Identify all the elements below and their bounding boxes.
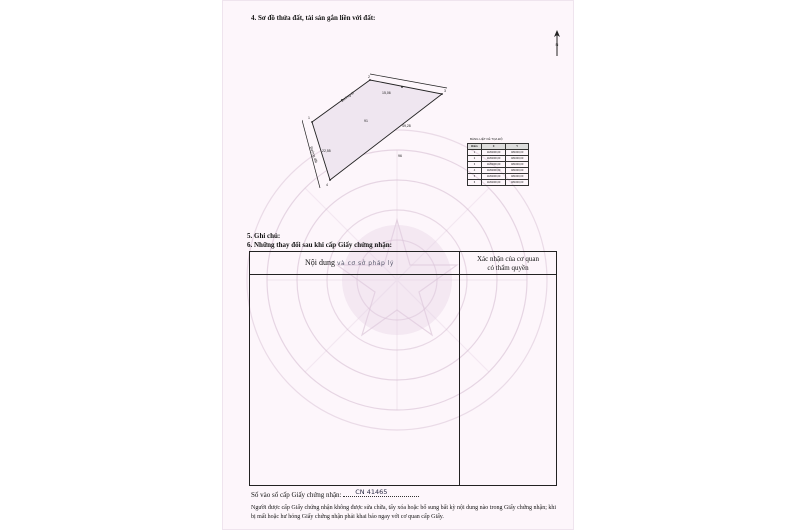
- registration-label: Số vào sổ cấp Giấy chứng nhận:: [251, 491, 342, 499]
- authority-header-line-2: có thẩm quyền: [487, 264, 529, 272]
- table-cell: 6: [468, 180, 482, 186]
- table-cell: 1184000,00: [481, 162, 505, 168]
- table-cell: 481000,00: [506, 150, 529, 156]
- svg-text:3: 3: [444, 89, 446, 93]
- column-divider: [459, 252, 460, 485]
- changes-table: [249, 251, 557, 486]
- svg-text:N: N: [555, 42, 559, 47]
- table-cell: 2: [468, 156, 482, 162]
- registration-dotted-field: [343, 488, 419, 497]
- svg-text:Đường đi: Đường đi: [340, 91, 355, 103]
- coordinate-table-title: BẢNG LIỆT KÊ TỌA ĐỘ: [470, 137, 503, 141]
- section-4-title: 4. Sơ đồ thửa đất, tài sản gắn liền với đất:: [251, 14, 376, 22]
- content-column-header: [305, 258, 394, 267]
- svg-text:2: 2: [368, 75, 370, 79]
- coordinate-table: [467, 143, 529, 186]
- section-5-title: 5. Ghi chú:: [247, 232, 281, 240]
- table-cell: 1184000,00: [481, 168, 505, 174]
- registration-line: [251, 488, 419, 499]
- svg-text:96: 96: [398, 154, 402, 158]
- section-6-title: 6. Những thay đổi sau khi cấp Giấy chứng nhận:: [247, 241, 392, 249]
- svg-text:91: 91: [364, 119, 368, 123]
- table-cell: 1: [468, 150, 482, 156]
- certificate-page: [222, 0, 574, 530]
- header-divider: [250, 274, 556, 275]
- svg-text:49,28: 49,28: [402, 124, 411, 128]
- coordinate-header-x: X: [481, 144, 505, 150]
- authority-header-line-1: Xác nhận của cơ quan: [476, 255, 539, 263]
- table-cell: 1184000,00: [481, 156, 505, 162]
- table-cell: 4: [468, 168, 482, 174]
- table-cell: 481000,00: [506, 174, 529, 180]
- land-parcel-diagram: [302, 72, 452, 202]
- svg-text:1: 1: [308, 116, 310, 120]
- table-cell: 1184000,00: [481, 174, 505, 180]
- table-cell: 1184000,00: [481, 180, 505, 186]
- table-cell: 481000,00: [506, 180, 529, 186]
- svg-text:Đường đất: Đường đất: [309, 146, 319, 164]
- svg-text:15,06: 15,06: [382, 91, 391, 95]
- coordinate-header-y: Y: [506, 144, 529, 150]
- table-row: [468, 180, 529, 186]
- table-cell: 1184000,00: [481, 150, 505, 156]
- table-cell: 481000,00: [506, 168, 529, 174]
- table-cell: 481000,00: [506, 156, 529, 162]
- registration-number: CN 41465: [355, 488, 388, 496]
- table-cell: 5: [468, 174, 482, 180]
- handwritten-note: và cơ sở pháp lý: [337, 260, 394, 267]
- north-arrow-icon: [552, 30, 562, 56]
- coordinate-header-point: Điểm: [468, 144, 482, 150]
- svg-text:4: 4: [326, 183, 328, 187]
- authority-column-header: [460, 255, 556, 273]
- content-header-label: Nội dung: [305, 258, 335, 267]
- table-cell: 481000,00: [506, 162, 529, 168]
- table-cell: 3: [468, 162, 482, 168]
- svg-text:22,55: 22,55: [322, 149, 331, 153]
- footnote: Người được cấp Giấy chứng nhận không được sửa chữa, tẩy xóa hoặc bổ sung bất kỳ nội dung nào trong Giấy chứng nhận; khi bị mất hoặc hư hỏng Giấy chứng nhận phải khai báo ngay với cơ quan cấp Giấy.: [251, 505, 557, 520]
